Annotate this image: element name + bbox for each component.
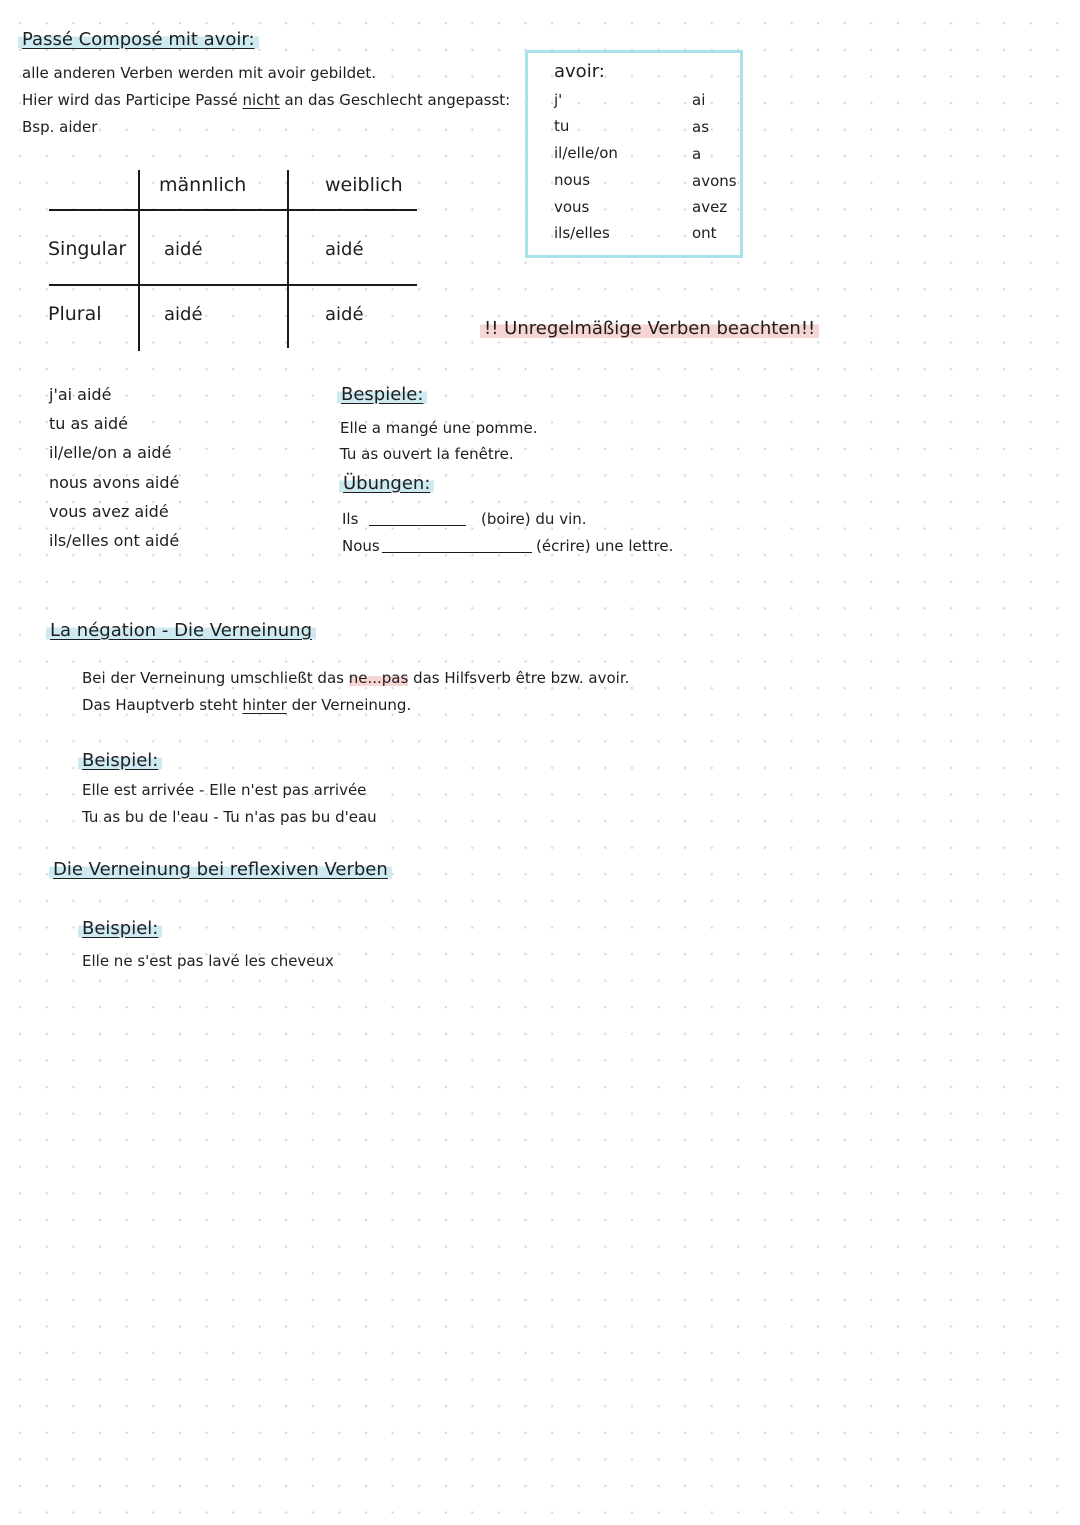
- negation-line-1-post: das Hilfsverb être bzw. avoir.: [408, 669, 630, 687]
- conjugation-line-3: il/elle/on a aidé: [49, 443, 172, 462]
- avoir-form-6: ont: [692, 224, 717, 242]
- negation-example-line-1: Elle est arrivée - Elle n'est pas arrivée: [82, 781, 367, 799]
- table-rule-col2: [287, 170, 289, 348]
- table-cell-singular-male: aidé: [164, 239, 203, 260]
- example-line-1: Elle a mangé une pomme.: [340, 419, 538, 437]
- exercise-1-hint: (boire) du vin.: [481, 510, 587, 528]
- negation-line-2-post: der Verneinung.: [286, 696, 412, 714]
- avoir-form-1: ai: [692, 91, 706, 109]
- negation-title: La négation - Die Verneinung: [46, 620, 316, 641]
- table-cell-plural-female: aidé: [325, 304, 364, 325]
- table-row-label-plural: Plural: [48, 303, 102, 325]
- table-row-label-singular: Singular: [48, 238, 127, 260]
- exercise-2-hint: (écrire) une lettre.: [536, 537, 674, 555]
- table-cell-singular-female: aidé: [325, 239, 364, 260]
- intro-line-2-pre: Hier wird das Participe Passé: [22, 91, 243, 109]
- section-title-passe-compose: Passé Composé mit avoir:: [18, 29, 259, 50]
- table-rule-middle: [49, 284, 417, 286]
- exercise-1-blank[interactable]: [369, 525, 466, 526]
- exercise-2-subject: Nous: [342, 537, 380, 555]
- avoir-form-2: as: [692, 118, 710, 136]
- negation-example-heading: Beispiel:: [78, 750, 162, 771]
- example-line-2: Tu as ouvert la fenêtre.: [340, 445, 514, 463]
- table-rule-col1: [138, 170, 140, 351]
- conjugation-line-4: nous avons aidé: [49, 473, 180, 492]
- intro-line-2: [22, 91, 510, 109]
- examples-heading: Bespiele:: [337, 384, 427, 405]
- avoir-pronoun-2: tu: [554, 117, 570, 135]
- table-cell-plural-male: aidé: [164, 304, 203, 325]
- reflexive-example-line: Elle ne s'est pas lavé les cheveux: [82, 952, 334, 970]
- avoir-pronoun-6: ils/elles: [554, 224, 610, 242]
- negation-example-line-2: Tu as bu de l'eau - Tu n'as pas bu d'eau: [82, 808, 377, 826]
- negation-ne-pas: ne...pas: [348, 669, 409, 687]
- irregular-verbs-note: !! Unregelmäßige Verben beachten!!: [480, 318, 819, 339]
- exercise-2-blank[interactable]: [382, 552, 532, 553]
- avoir-form-3: a: [692, 145, 702, 163]
- avoir-pronoun-3: il/elle/on: [554, 144, 618, 162]
- intro-line-2-underlined: nicht: [242, 91, 280, 109]
- conjugation-line-6: ils/elles ont aidé: [49, 531, 180, 550]
- intro-line-3: Bsp. aider: [22, 118, 98, 136]
- table-header-male: männlich: [159, 174, 247, 196]
- avoir-form-5: avez: [692, 198, 728, 216]
- avoir-pronoun-5: vous: [554, 198, 590, 216]
- avoir-pronoun-1: j': [554, 91, 563, 109]
- avoir-pronoun-4: nous: [554, 171, 591, 189]
- exercise-1-subject: Ils: [342, 510, 359, 528]
- intro-line-2-post: an das Geschlecht angepasst:: [279, 91, 511, 109]
- reflexive-title: Die Verneinung bei reflexiven Verben: [49, 859, 392, 880]
- negation-line-2-underlined: hinter: [242, 696, 287, 714]
- table-header-female: weiblich: [325, 174, 403, 196]
- intro-line-1: alle anderen Verben werden mit avoir gebildet.: [22, 64, 377, 82]
- avoir-form-4: avons: [692, 172, 737, 190]
- reflexive-example-heading: Beispiel:: [78, 918, 162, 939]
- conjugation-line-2: tu as aidé: [49, 414, 128, 433]
- exercises-heading: Übungen:: [339, 473, 434, 494]
- table-rule-top: [49, 209, 417, 211]
- negation-line-2: [82, 696, 411, 714]
- conjugation-line-5: vous avez aidé: [49, 502, 169, 521]
- negation-line-2-pre: Das Hauptverb steht: [82, 696, 243, 714]
- conjugation-line-1: j'ai aidé: [49, 385, 112, 404]
- avoir-box-title: avoir:: [554, 61, 605, 82]
- negation-line-1-pre: Bei der Verneinung umschließt das: [82, 669, 349, 687]
- negation-line-1: [82, 669, 629, 687]
